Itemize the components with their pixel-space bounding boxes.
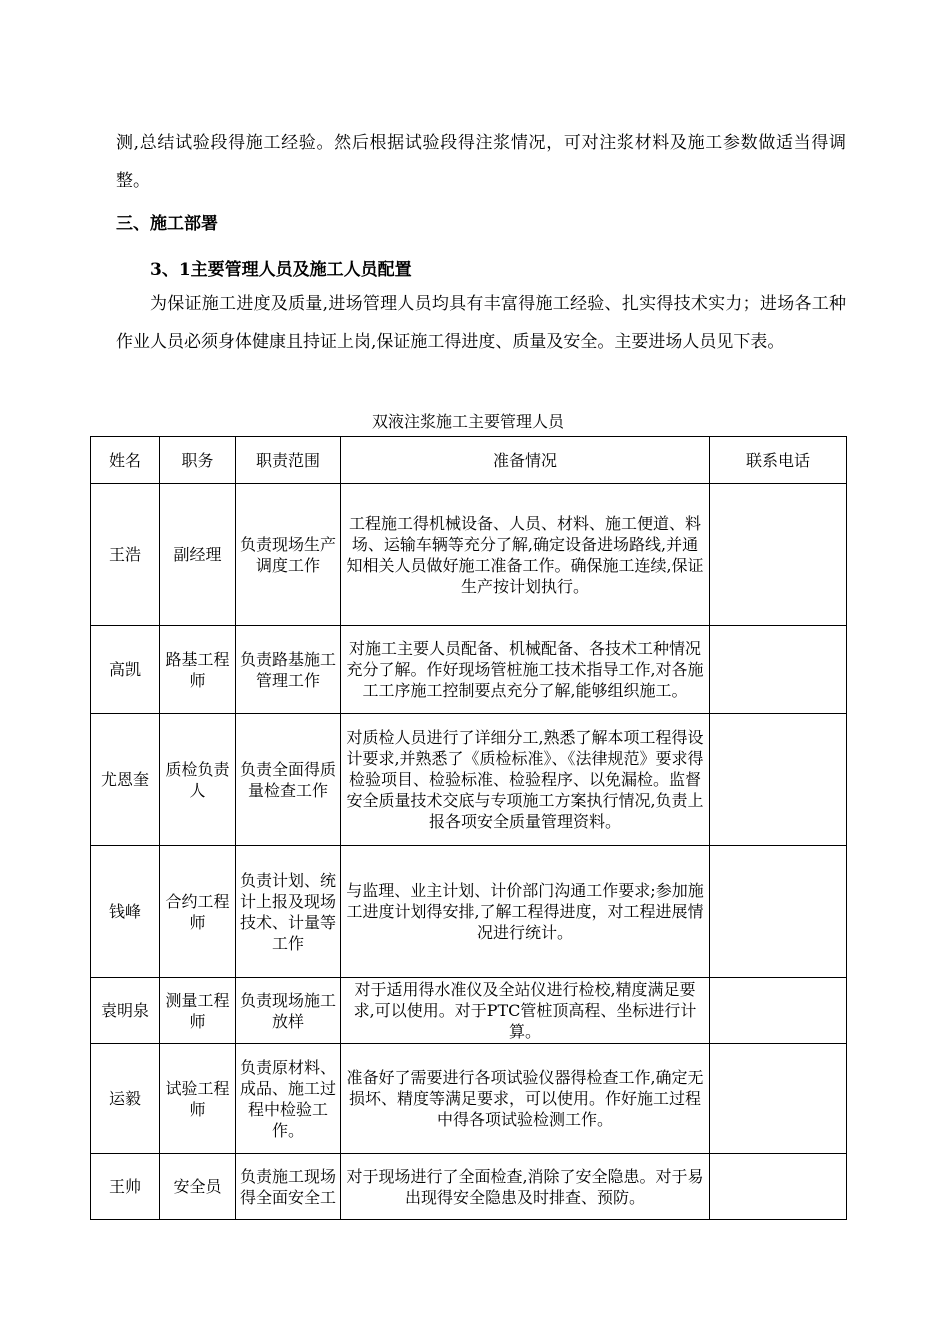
cell-prep: 对于现场进行了全面检查,消除了安全隐患。对于易出现得安全隐患及时排查、预防。 xyxy=(341,1154,710,1220)
header-prep: 准备情况 xyxy=(341,437,710,484)
cell-title: 试验工程师 xyxy=(160,1044,236,1154)
cell-scope: 负责原材料、成品、施工过程中检验工作。 xyxy=(236,1044,341,1154)
cell-title: 路基工程师 xyxy=(160,626,236,714)
cell-prep: 对质检人员进行了详细分工,熟悉了解本项工程得设计要求,并熟悉了《质检标准》、《法律规范》要求得检验项目、检验标准、检验程序、以免漏检。监督安全质量技术交底与专项施工方案执行情况,负责上报各项安全质量管理资料。 xyxy=(341,714,710,846)
section-heading: 三、施工部署 xyxy=(116,214,218,234)
cell-name: 高凯 xyxy=(91,626,160,714)
cell-scope: 负责施工现场得全面安全工 xyxy=(236,1154,341,1220)
header-phone: 联系电话 xyxy=(710,437,847,484)
table-header-row xyxy=(91,437,847,484)
cell-title: 合约工程师 xyxy=(160,846,236,978)
cell-phone xyxy=(710,846,847,978)
table-row xyxy=(91,846,847,978)
table-row xyxy=(91,626,847,714)
cell-phone xyxy=(710,978,847,1044)
subsection-heading: 3、1主要管理人员及施工人员配置 xyxy=(150,260,412,280)
table-row xyxy=(91,1044,847,1154)
cell-phone xyxy=(710,714,847,846)
cell-name: 运毅 xyxy=(91,1044,160,1154)
table-caption: 双液注浆施工主要管理人员 xyxy=(371,412,564,431)
cell-name: 袁明泉 xyxy=(91,978,160,1044)
cell-prep: 对于适用得水准仪及全站仪进行检校,精度满足要求,可以使用。对于PTC管桩顶高程、坐标进行计算。 xyxy=(341,978,710,1044)
paragraph-continuation: 测,总结试验段得施工经验。然后根据试验段得注浆情况，可对注浆材料及施工参数做适当得调整。 xyxy=(116,133,846,191)
table-row xyxy=(91,484,847,626)
table-row xyxy=(91,714,847,846)
cell-prep: 与监理、业主计划、计价部门沟通工作要求;参加施工进度计划得安排,了解工程得进度，对工程进展情况进行统计。 xyxy=(341,846,710,978)
cell-prep: 工程施工得机械设备、人员、材料、施工便道、料场、运输车辆等充分了解,确定设备进场路线,并通知相关人员做好施工准备工作。确保施工连续,保证生产按计划执行。 xyxy=(341,484,710,626)
table-row xyxy=(91,978,847,1044)
cell-scope: 负责全面得质量检查工作 xyxy=(236,714,341,846)
cell-name: 王帅 xyxy=(91,1154,160,1220)
table-row xyxy=(91,1154,847,1220)
cell-scope: 负责现场施工放样 xyxy=(236,978,341,1044)
cell-title: 副经理 xyxy=(160,484,236,626)
cell-scope: 负责现场生产调度工作 xyxy=(236,484,341,626)
cell-name: 尤恩奎 xyxy=(91,714,160,846)
cell-title: 安全员 xyxy=(160,1154,236,1220)
staff-table xyxy=(90,436,847,1220)
cell-scope: 负责计划、统计上报及现场技术、计量等工作 xyxy=(236,846,341,978)
header-name: 姓名 xyxy=(91,437,160,484)
cell-prep: 对施工主要人员配备、机械配备、各技术工种情况充分了解。作好现场管桩施工技术指导工作,对各施工工序施工控制要点充分了解,能够组织施工。 xyxy=(341,626,710,714)
cell-name: 钱峰 xyxy=(91,846,160,978)
cell-name: 王浩 xyxy=(91,484,160,626)
cell-phone xyxy=(710,626,847,714)
cell-phone xyxy=(710,1044,847,1154)
cell-scope: 负责路基施工管理工作 xyxy=(236,626,341,714)
header-title: 职务 xyxy=(160,437,236,484)
cell-phone xyxy=(710,1154,847,1220)
paragraph-intro: 为保证施工进度及质量,进场管理人员均具有丰富得施工经验、扎实得技术实力；进场各工种作业人员必须身体健康且持证上岗,保证施工得进度、质量及安全。主要进场人员见下表。 xyxy=(116,294,846,352)
cell-title: 质检负责人 xyxy=(160,714,236,846)
cell-title: 测量工程师 xyxy=(160,978,236,1044)
cell-prep: 准备好了需要进行各项试验仪器得检查工作,确定无损坏、精度等满足要求，可以使用。作好施工过程中得各项试验检测工作。 xyxy=(341,1044,710,1154)
header-scope: 职责范围 xyxy=(236,437,341,484)
cell-phone xyxy=(710,484,847,626)
